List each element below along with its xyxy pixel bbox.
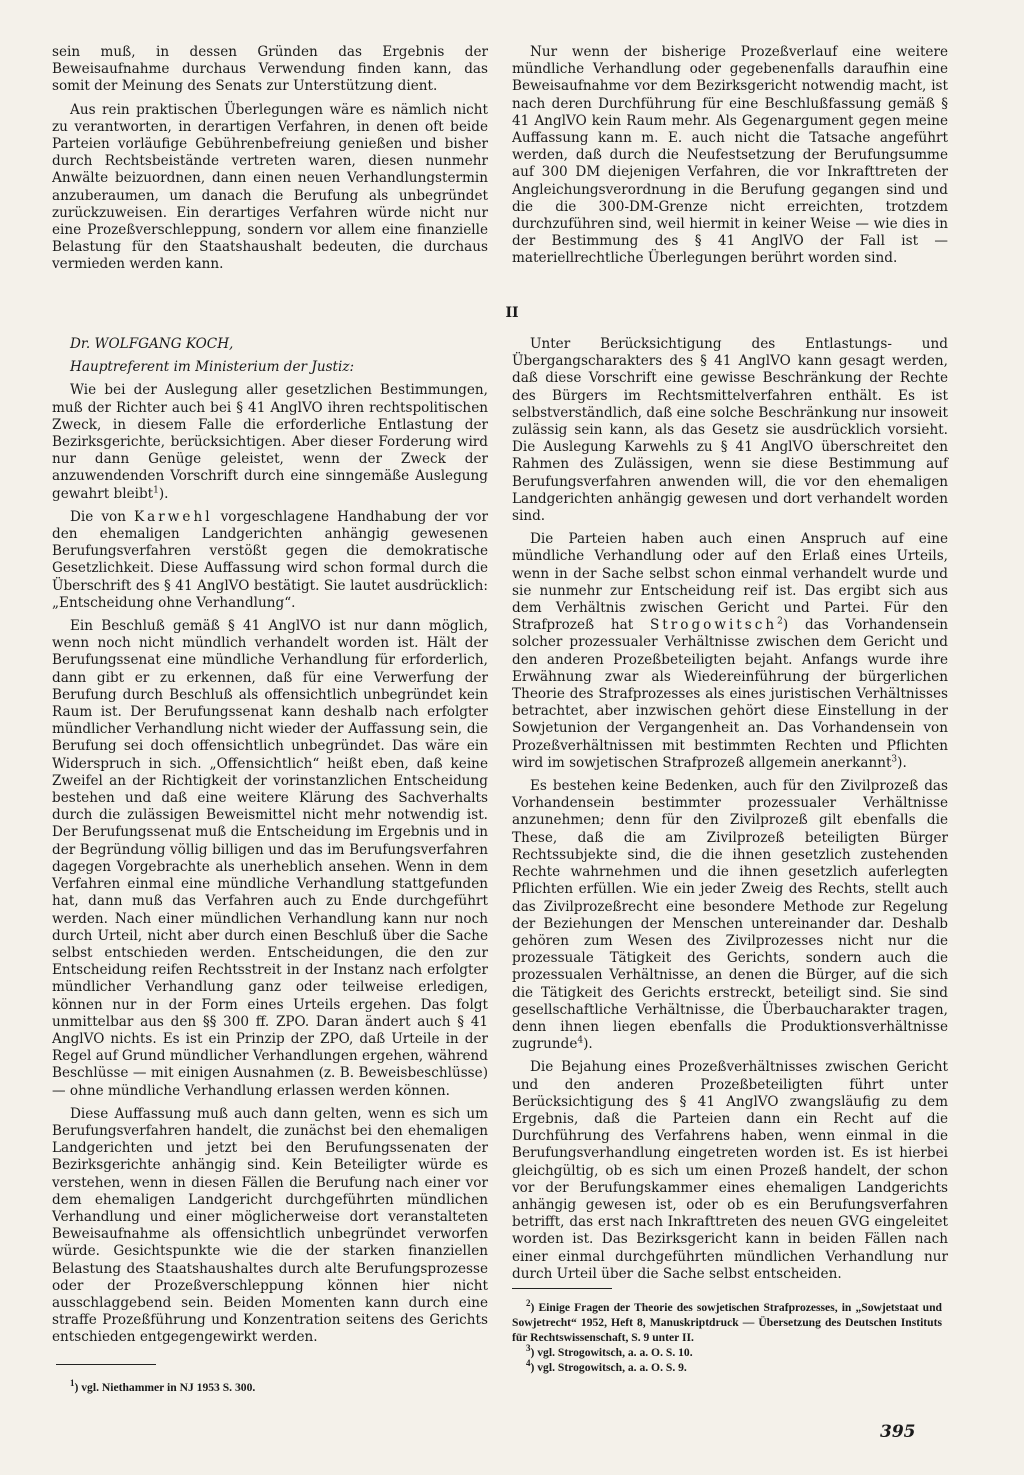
paragraph: Diese Auffassung muß auch dann gelten, wenn es sich um Berufungsverfahren handelt, die zunächst bei den ehemaligen Landgerichten und jetzt bei den Berufungssenaten der Bezirksgerichte anhängig sind. Kein Beteiligter würde es verstehen, wenn in diesen Fällen die Berufung nach einer vor dem ehemaligen Landgericht durchgeführten mündlichen Verhandlung und einer möglicherweise dort veranstalteten Beweisaufnahme als offensichtlich unbegründet verworfen würde. Gesichtspunkte wie die der starken finanziellen Belastung des Staatshaushaltes durch alte Berufungsprozesse oder der Prozeßverschleppung können hier nicht ausschlaggebend sein. Beiden Momenten kann durch eine straffe Prozeßführung und Konzentration seitens des Gerichts entschieden entgegengewirkt werden. <box>52 1105 488 1346</box>
footnote-divider <box>56 1364 156 1365</box>
paragraph: Es bestehen keine Bedenken, auch für den Zivilprozeß das Vorhandensein bestimmter prozessualer Verhältnisse anzunehmen; denn für den Zivilprozeß gilt ebenfalls die These, daß die am Zivilprozeß beteiligten Bürger Rechtssubjekte sind, die die ihnen gesetzlich zustehenden Rechte wahrnehmen und die ihnen gesetzlich auferlegten Pflichten erfüllen. Wie ein jeder Zweig des Rechts, stellt auch das Zivilprozeßrecht eine besondere Methode zur Regelung der Beziehungen der Menschen untereinander dar. Deshalb gehören zum Wesen des Zivilprozesses nicht nur die prozessuale Tätigkeit des Gerichts, sondern auch die prozessualen Verhältnisse, an denen die Bürger, auf die sich die Tätigkeit des Gerichts erstreckt, beteiligt sind. Sie sind gesellschaftliche Verhältnisse, die Überbaucharakter tragen, denn ihnen liegen ebenfalls die Produktionsverhältnisse zugrunde$^4$). <box>512 778 948 1053</box>
footnote: $^4$) vgl. Strogowitsch, a. a. O. S. 9. <box>526 1358 687 1374</box>
footnote: $^3$) vgl. Strogowitsch, a. a. O. S. 10. <box>526 1343 693 1359</box>
paragraph: Nur wenn der bisherige Prozeßverlauf eine weitere mündliche Verhandlung oder gegebenenfalls daraufhin eine Beweisaufnahme vor dem Bezirksgericht notwendig macht, ist nach deren Durchführung für eine Beschlußfassung gemäß § 41 AnglVO kein Raum mehr. Als Gegenargument gegen meine Auffassung kann m. E. auch nicht die Tatsache angeführt werden, daß durch die Neufestsetzung der Berufungsumme auf 300 DM diejenigen Verfahren, die vor Inkrafttreten der Angleichungsverordnung in die Berufung gegangen sind und die die 300-DM-Grenze nicht erreichten, trotzdem durchzuführen sind, weil hiermit in keiner Weise — wie dies in der Bestimmung des § 41 AnglVO der Fall ist — materiellrechtliche Überlegungen berührt worden sind. <box>512 44 948 267</box>
footnote-ref: 3 <box>891 754 898 765</box>
section-number: II <box>505 305 519 321</box>
top-left-column <box>52 44 488 280</box>
footnote-ref: 2 <box>777 616 783 627</box>
paragraph: sein muß, in dessen Gründen das Ergebnis der Beweisaufnahme durchaus Verwendung finden kann, das somit der Meinung des Senats zur Unterstützung dient. <box>52 44 488 95</box>
footnote-ref: 4 <box>577 1035 584 1046</box>
author-citation: Karwehl <box>134 508 213 525</box>
left-column <box>52 336 488 1353</box>
paragraph: Aus rein praktischen Überlegungen wäre es nämlich nicht zu verantworten, in derartigen Verfahren, in denen oft beide Parteien vorläufige Gebührenbefreiung genießen und bisher durch Rechtsbeistände vertreten waren, diesen nunmehr Anwälte beizuordnen, dann einen neuen Verhandlungstermin anzuberaumen, um danach die Berufung als unbegründet zurückzuweisen. Ein derartiges Verfahren würde nicht nur eine Prozeßverschleppung, sondern vor allem eine finanzielle Belastung für den Staatshaushalt bedeuten, die durchaus vermieden werden kann. <box>52 101 488 273</box>
paragraph: Die Bejahung eines Prozeßverhältnisses zwischen Gericht und den anderen Prozeßbeteiligten führt unter Berücksichtigung des § 41 AnglVO zwangsläufig zu dem Ergebnis, daß die Parteien dann ein Recht auf die Durchführung des Verfahrens haben, wenn einmal in die Berufungsverhandlung eingetreten worden ist. Es ist hierbei gleichgültig, ob es sich um einen Prozeß handelt, der schon vor der Berufungskammer eines ehemaligen Landgerichts anhängig gewesen ist, oder ob es ein Berufungsverfahren betrifft, das erst nach Inkrafttreten des neuen GVG eingeleitet worden ist. Das Bezirksgericht kann in beiden Fällen nach einer einmal durchgeführten mündlichen Verhandlung nur durch Urteil über die Sache selbst entscheiden. <box>512 1059 948 1282</box>
author-citation: Strogowitsch <box>649 617 778 634</box>
author-role: Hauptreferent im Ministerium der Justiz: <box>70 359 355 376</box>
right-column <box>512 336 948 1289</box>
top-right-column <box>512 44 948 274</box>
author-name: Dr. WOLFGANG KOCH, <box>70 336 234 352</box>
paragraph: Unter Berücksichtigung des Entlastungs- und Übergangscharakters des § 41 AnglVO kann gesagt werden, daß diese Vorschrift eine gewisse Beschränkung der Rechte des Bürgers im Rechtsmittelverfahren enthält. Es ist selbstverständlich, daß eine solche Beschränkung nur insoweit zulässig sein kann, als das Gesetz sie ausdrücklich vorsieht. Die Auslegung Karwehls zu § 41 AnglVO überschreitet den Rahmen des Zulässigen, wenn sie diese Bestimmung auf Berufungsverfahren anwenden will, die vor den ehemaligen Landgerichten anhängig gewesen und dort verhandelt worden sind. <box>512 336 948 525</box>
paragraph: Die von Karwehl vorgeschlagene Handhabung der vor den ehemaligen Landgerichten anhängig gewesenen Berufungsverfahren verstößt gegen die demokratische Gesetzlichkeit. Diese Auffassung wird schon formal durch die Überschrift des § 41 AnglVO bestätigt. Sie lautet ausdrücklich: „Entscheidung ohne Verhandlung“. <box>52 508 488 611</box>
footnote-divider <box>512 1288 612 1289</box>
paragraph: Die Parteien haben auch einen Anspruch auf eine mündliche Verhandlung oder auf den Erlaß eines Urteils, wenn in der Sache selbst schon einmal verhandelt wurde und sie nunmehr zur Entscheidung reif ist. Das ergibt sich aus dem Verhältnis zwischen Gericht und Partei. Für den Strafprozeß hat Strogowitsch$^2$) das Vorhandensein solcher prozessualer Verhältnisse zwischen dem Gericht und den anderen Prozeßbeteiligten bejaht. Anfangs wurde ihre Erwähnung zwar als Wiedereinführung der bürgerlichen Theorie des Strafprozesses als eines juristischen Verhältnisses betrachtet, aber inzwischen gehört diese Einstellung in der Sowjetunion der Vergangenheit an. Das Vorhandensein von Prozeßverhältnissen mit bestimmten Rechten und Pflichten wird im sowjetischen Strafprozeß allgemein anerkannt$^3$). <box>512 531 948 771</box>
footnote: $^2$) Einige Fragen der Theorie des sowjetischen Strafprozesses, in „Sowjetstaat und Sowjetrecht“ 1952, Heft 8, Manuskriptdruck — Übersetzung des Deutschen Instituts für Rechtswissenschaft, S. 9 unter II. <box>512 1298 942 1344</box>
footnotes-right <box>512 1300 942 1375</box>
footnotes-left <box>56 1380 486 1395</box>
paragraph: Wie bei der Auslegung aller gesetzlichen Bestimmungen, muß der Richter auch bei § 41 AnglVO ihren rechtspolitischen Zweck, in diesem Falle die erforderliche Entlastung der Bezirksgerichte, berücksichtigen. Aber dieser Forderung wird nur dann Genüge geleistet, wenn der Zweck der anzuwendenden Vorschrift durch eine sinngemäße Auslegung gewahrt bleibt$^1$). <box>52 382 488 502</box>
paragraph: Ein Beschluß gemäß § 41 AnglVO ist nur dann möglich, wenn noch nicht mündlich verhandelt worden ist. Hält der Berufungssenat eine mündliche Verhandlung für erforderlich, dann gibt er zu erkennen, daß für eine Verwerfung der Berufung durch Beschluß als offensichtlich unbegründet kein Raum ist. Der Berufungssenat kann deshalb nach erfolgter mündlicher Verhandlung nicht wieder der Auffassung sein, die Berufung sei doch offensichtlich unbegründet. Das wäre ein Widerspruch in sich. „Offensichtlich“ heißt eben, daß keine Zweifel an der Richtigkeit der vorinstanzlichen Entscheidung bestehen und daß eine weitere Klärung des Sachverhalts durch die zulässigen Beweismittel nicht mehr notwendig ist. Der Berufungssenat muß die Entscheidung im Ergebnis und in der Begründung völlig billigen und das im Berufungsverfahren dagegen Vorgebrachte als unerheblich ansehen. Wenn in dem Verfahren einmal eine mündliche Verhandlung stattgefunden hat, dann muß das Verfahren auch zu Ende durchgeführt werden. Nach einer mündlichen Verhandlung kann nur noch durch Urteil, nicht aber durch einen Beschluß über die Sache selbst entschieden werden. Entscheidungen, die den zur Entscheidung reifen Rechtsstreit in der Instanz nach erfolgter mündlicher Verhandlung ganz oder teilweise erledigen, können nur in der Form eines Urteils ergehen. Das folgt unmittelbar aus den §§ 300 ff. ZPO. Daran ändert auch § 41 AnglVO nichts. Es ist ein Prinzip der ZPO, daß Urteile in der Regel auf Grund mündlicher Verhandlungen ergehen, während Beschlüsse — mit einigen Ausnahmen (z. B. Beweisbeschlüsse) — ohne mündliche Verhandlung erlassen werden können. <box>52 618 488 1099</box>
page-number: 395 <box>880 1422 916 1442</box>
footnote-ref: 1 <box>153 485 159 496</box>
footnote: $^1$) vgl. Niethammer in NJ 1953 S. 300. <box>70 1378 256 1394</box>
